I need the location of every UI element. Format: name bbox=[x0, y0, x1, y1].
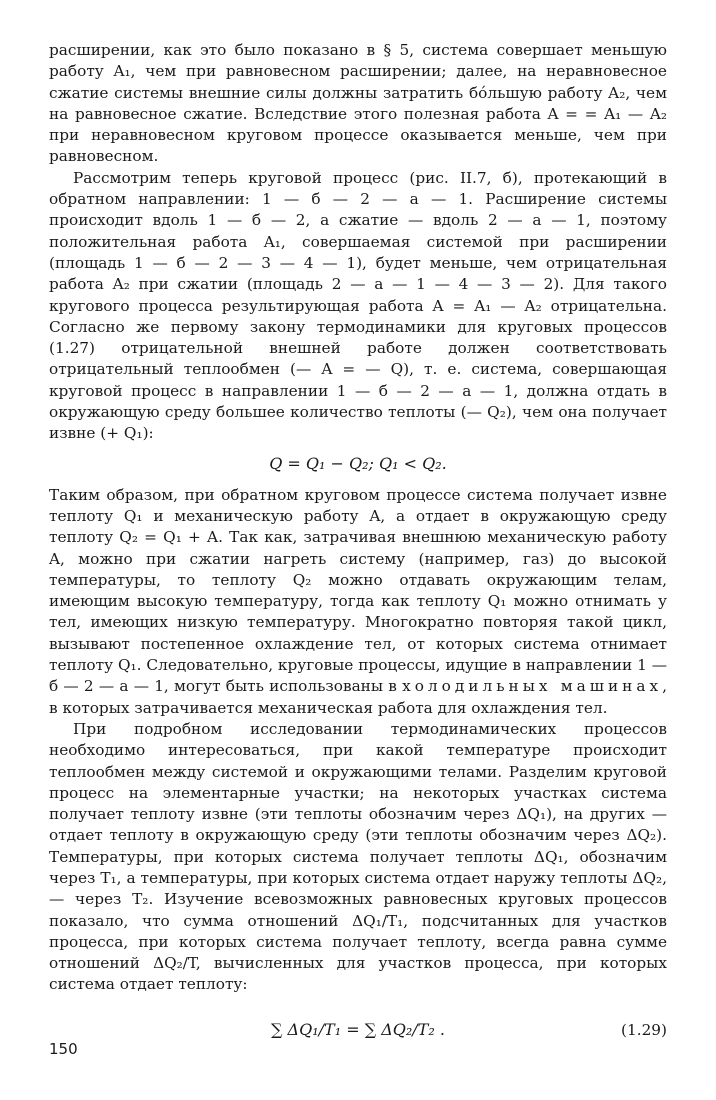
equation-number: (1.29) bbox=[621, 1020, 667, 1039]
paragraph-1: расширении, как это было показано в § 5, система совершает меньшую работу A₁, чем при равновесном расширении; далее, на неравновесное сжатие системы внешние силы должны затратить бóльшую работу A₂, чем на равновесное сжатие. Вследствие этого полезная работа A = = A₁ — A₂ при неравновесном круговом процессе оказывается меньше, чем при равновесном. bbox=[49, 41, 667, 166]
heat-balance-formula: Q = Q₁ − Q₂; Q₁ < Q₂. bbox=[269, 453, 447, 473]
paragraph-3-after: , в которых затрачивается механическая работа для охлаждения тел. bbox=[49, 677, 667, 717]
paragraph-3 bbox=[49, 485, 667, 719]
spaced-term-refrigerators: холодильных машинах bbox=[402, 677, 663, 696]
paragraph-4: При подробном исследовании термодинамических процессов необходимо интересоваться, при какой температуре происходит теплообмен между системой и окружающими телами. Разделим круговой процесс на элементарные участки; на некоторых участках система получает теплоту извне (эти теплоты обозначим через ΔQ₁), на других — отдает теплоту в окружающую среду (эти теплоты обозначим через ΔQ₂). Температуры, при которых система получает теплоты ΔQ₁, обозначим через T₁, а температуры, при которых система отдает наружу теплоты ΔQ₂, — через T₂. Изучение всевозможных равновесных круговых процессов показало, что сумма отношений ΔQ₁/T₁, подсчитанных для участков процесса, при которых система получает теплоту, всегда равна сумме отношений ΔQ₂/T, вычисленных для участков процесса, при которых система отдает теплоту: bbox=[49, 719, 667, 994]
body-text bbox=[49, 40, 667, 1060]
paragraph-3-before: Таким образом, при обратном круговом процессе система получает извне теплоту Q₁ и механическую работу A, а отдает в окружающую среду теплоту Q₂ = Q₁ + A. Так как, затрачивая внешнюю механическую работу A, можно при сжатии нагреть систему (например, газ) до высокой температуры, то теплоту Q₂ можно отдавать окружающим телам, имеющим высокую температуру, тогда как теплоту Q₁ можно отнимать у тел, имеющих низкую температуру. Многократно повторяя такой цикл, вызывают постепенное охлаждение тел, от которых система отнимает теплоту Q₁. Следовательно, круговые процессы, идущие в направлении 1 — б — 2 — а — 1, могут быть использованы в bbox=[49, 485, 667, 696]
paragraph-2: Рассмотрим теперь круговой процесс (рис. II.7, б), протекающий в обратном направлении: 1 — б — 2 — а — 1. Расширение системы происходит вдоль 1 — б — 2, а сжатие — вдоль 2 — а — 1, поэтому положительная работа A₁, совершаемая системой при расширении (площадь 1 — б — 2 — 3 — 4 — 1), будет меньше, чем отрицательная работа A₂ при сжатии (площадь 2 — а — 1 — 4 — 3 — 2). Для такого кругового процесса результирующая работа A = A₁ — A₂ отрицательна. Согласно же первому закону термодинамики для круговых процессов (1.27) отрицательной внешней работе должен соответствовать отрицательный теплообмен (— A = — Q), т. е. система, совершающая круговой процесс в направлении 1 — б — 2 — а — 1, должна отдать в окружающую среду большее количество теплоты (— Q₂), чем она получает извне (+ Q₁): bbox=[49, 168, 667, 443]
equation-expression: ∑ ΔQ₁/T₁ = ∑ ΔQ₂/T₂ . bbox=[271, 1019, 445, 1039]
page-number: 150 bbox=[49, 1040, 78, 1058]
equation-1-29 bbox=[49, 1004, 667, 1060]
